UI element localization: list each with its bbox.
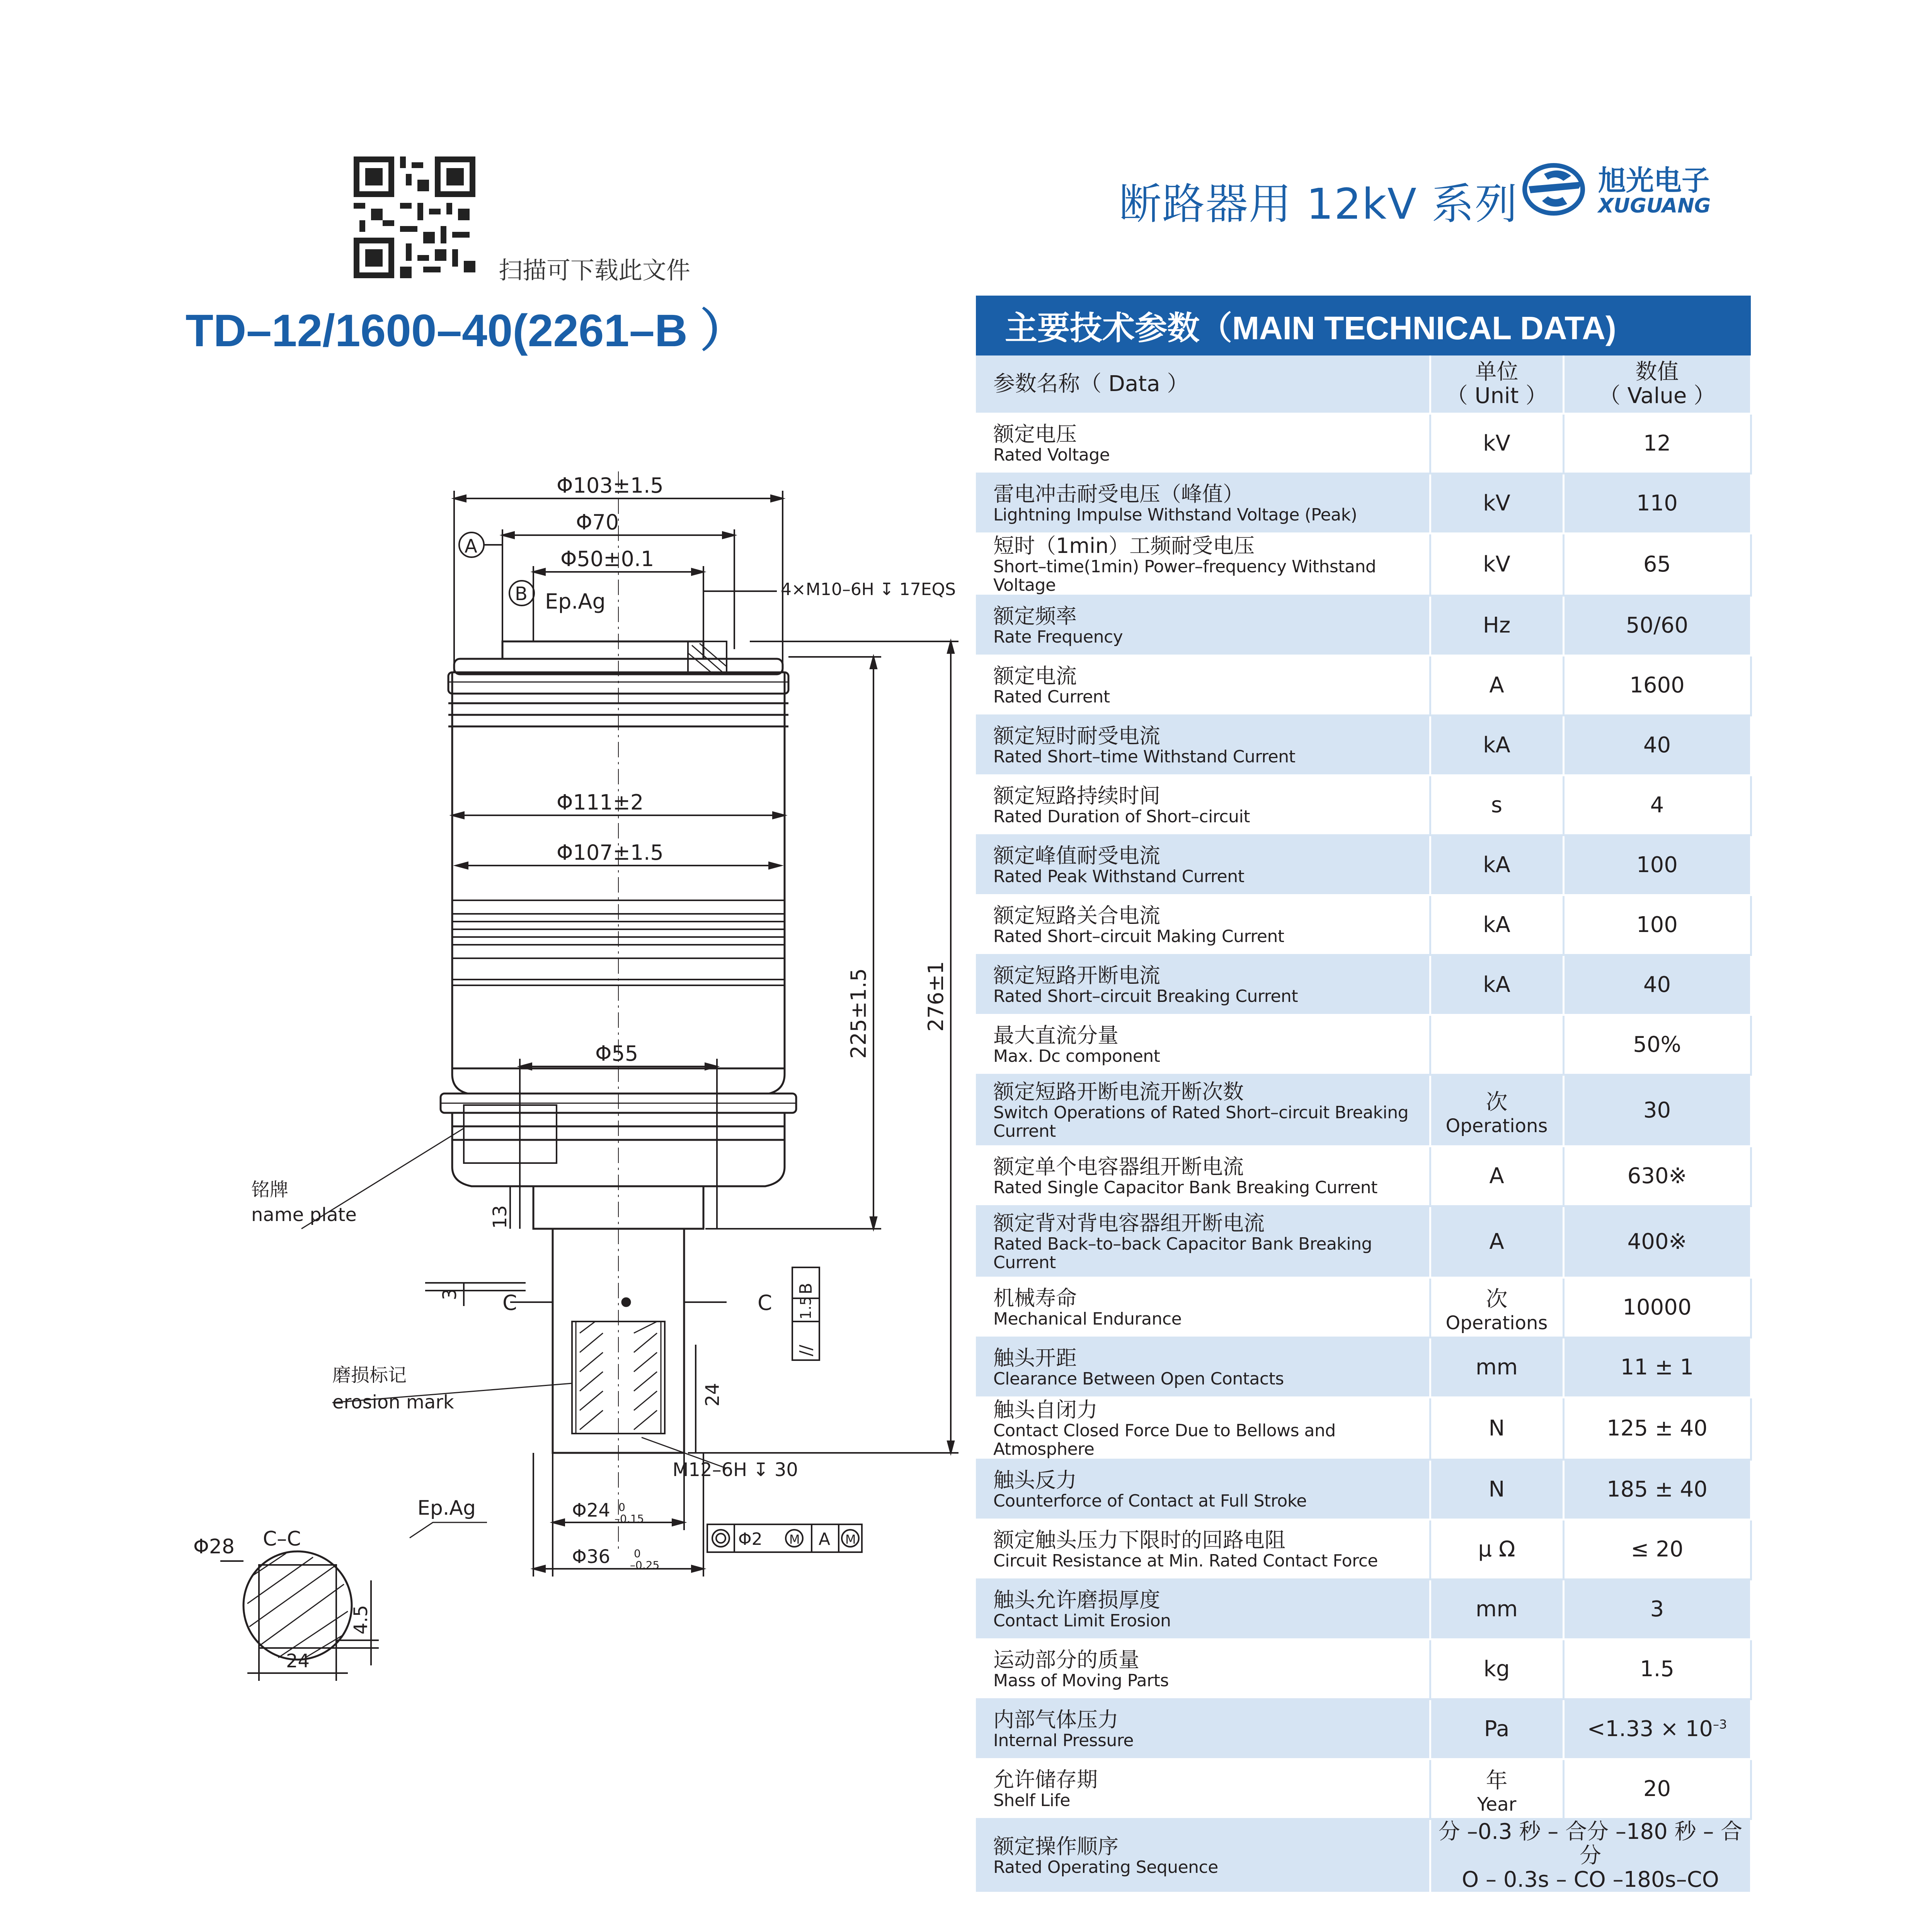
svg-text:225±1.5: 225±1.5	[846, 968, 871, 1059]
svg-text:磨损标记: 磨损标记	[332, 1364, 407, 1386]
svg-text:铭牌: 铭牌	[251, 1179, 289, 1201]
svg-text:Φ70: Φ70	[576, 510, 619, 534]
param-name-en: Lightning Impulse Withstand Voltage (Peak)	[993, 505, 1357, 525]
svg-text:Φ111±2: Φ111±2	[557, 790, 644, 815]
svg-text:24: 24	[286, 1650, 310, 1672]
table-row	[976, 1146, 1751, 1206]
param-name	[976, 715, 1430, 775]
param-name-zh: 额定短路关合电流	[993, 903, 1160, 928]
param-name	[976, 895, 1430, 955]
param-value: 4	[1563, 775, 1751, 835]
sequence-name: 额定操作顺序 Rated Operating Sequence	[976, 1819, 1430, 1893]
table-row	[976, 1699, 1751, 1759]
param-value: 40	[1563, 955, 1751, 1015]
svg-text:13: 13	[489, 1205, 511, 1229]
param-unit: A	[1430, 1146, 1563, 1206]
param-name	[976, 413, 1430, 473]
table-row	[976, 533, 1751, 595]
table-row	[976, 1337, 1751, 1397]
param-unit: kA	[1430, 835, 1563, 895]
param-unit: 年 Year	[1430, 1759, 1563, 1819]
company-logo	[1521, 158, 1760, 220]
param-name-zh: 机械寿命	[993, 1286, 1077, 1310]
param-name	[976, 1206, 1430, 1277]
param-name	[976, 1337, 1430, 1397]
svg-text:Φ24: Φ24	[572, 1500, 610, 1521]
param-unit: Pa	[1430, 1699, 1563, 1759]
table-row	[976, 1759, 1751, 1819]
svg-text:24: 24	[702, 1383, 724, 1406]
param-value: 1.5	[1563, 1639, 1751, 1699]
param-name-zh: 额定短路开断电流开断次数	[993, 1079, 1244, 1104]
table-row	[976, 1519, 1751, 1579]
param-name	[976, 955, 1430, 1015]
svg-text:276±1: 276±1	[924, 961, 948, 1032]
param-unit: mm	[1430, 1579, 1563, 1639]
svg-text:旭光电子: 旭光电子	[1598, 164, 1710, 197]
param-name-en: Clearance Between Open Contacts	[993, 1369, 1284, 1389]
param-value: 100	[1563, 895, 1751, 955]
param-name-zh: 额定频率	[993, 604, 1077, 628]
param-name-en: Max. Dc component	[993, 1046, 1160, 1066]
param-name-en: Rated Short–circuit Making Current	[993, 926, 1284, 946]
param-name	[976, 1075, 1430, 1146]
table-row	[976, 955, 1751, 1015]
param-name	[976, 655, 1430, 715]
interrupter-drawing	[186, 471, 962, 1770]
table-row	[976, 473, 1751, 533]
param-unit: Hz	[1430, 595, 1563, 655]
svg-text:B: B	[796, 1282, 816, 1294]
svg-text:0: 0	[618, 1501, 625, 1514]
table-row	[976, 1397, 1751, 1459]
param-value: 100	[1563, 835, 1751, 895]
param-value: 125 ± 40	[1563, 1397, 1751, 1459]
param-name-en: Contact Limit Erosion	[993, 1611, 1171, 1631]
param-unit: s	[1430, 775, 1563, 835]
svg-text:–0.15: –0.15	[615, 1512, 644, 1525]
param-name-zh: 触头自闭力	[993, 1397, 1098, 1422]
svg-text:A: A	[819, 1529, 831, 1549]
table-row	[976, 1015, 1751, 1075]
param-unit: 次 Operations	[1430, 1075, 1563, 1146]
table-row	[976, 1206, 1751, 1277]
table-row	[976, 895, 1751, 955]
param-unit: N	[1430, 1459, 1563, 1519]
param-name-en: Shelf Life	[993, 1790, 1070, 1810]
param-name	[976, 595, 1430, 655]
param-value: 1600	[1563, 655, 1751, 715]
param-unit: mm	[1430, 1337, 1563, 1397]
param-name	[976, 533, 1430, 595]
table-row	[976, 595, 1751, 655]
param-name	[976, 1277, 1430, 1337]
svg-text:C: C	[502, 1291, 517, 1315]
param-name-zh: 触头开距	[993, 1345, 1077, 1370]
svg-text:C: C	[758, 1291, 772, 1315]
svg-text:M12–6H ↧ 30: M12–6H ↧ 30	[672, 1459, 798, 1481]
table-row	[976, 1639, 1751, 1699]
model-title: TD–12/1600–40(2261–B ）	[186, 305, 746, 356]
param-value: 400※	[1563, 1206, 1751, 1277]
param-name-zh: 运动部分的质量	[993, 1647, 1139, 1672]
svg-text:Φ50±0.1: Φ50±0.1	[560, 547, 654, 571]
param-value: 50%	[1563, 1015, 1751, 1075]
param-value: 40	[1563, 715, 1751, 775]
param-value: 11 ± 1	[1563, 1337, 1751, 1397]
svg-text:Φ103±1.5: Φ103±1.5	[557, 473, 664, 498]
svg-text:Φ2: Φ2	[738, 1529, 763, 1549]
param-name	[976, 835, 1430, 895]
param-name-zh: 允许储存期	[993, 1767, 1098, 1792]
svg-text:4×M10–6H ↧ 17EQS: 4×M10–6H ↧ 17EQS	[781, 580, 956, 599]
param-name-zh: 雷电冲击耐受电压（峰值）	[993, 481, 1244, 506]
param-name-en: Rated Short–time Withstand Current	[993, 747, 1296, 767]
param-value: $<1.33 \times 10^{-3}$	[1563, 1699, 1751, 1759]
param-unit: kA	[1430, 715, 1563, 775]
main-technical-data-table	[976, 296, 1751, 1894]
param-name	[976, 1579, 1430, 1639]
param-name	[976, 473, 1430, 533]
param-name	[976, 1146, 1430, 1206]
param-name-zh: 额定峰值耐受电流	[993, 843, 1160, 868]
param-name	[976, 1699, 1430, 1759]
param-value: ≤ 20	[1563, 1519, 1751, 1579]
param-name-en: Mechanical Endurance	[993, 1309, 1182, 1329]
svg-text://: //	[796, 1345, 816, 1356]
param-name-en: Circuit Resistance at Min. Rated Contact Force	[993, 1551, 1378, 1571]
svg-text:M: M	[845, 1532, 856, 1547]
svg-text:XUGUANG: XUGUANG	[1598, 194, 1711, 218]
param-value: 630※	[1563, 1146, 1751, 1206]
param-name-zh: 额定短路持续时间	[993, 783, 1160, 808]
param-value: 185 ± 40	[1563, 1459, 1751, 1519]
svg-text:A: A	[465, 536, 477, 557]
param-name-zh: 最大直流分量	[993, 1023, 1119, 1048]
table-row	[976, 1277, 1751, 1337]
table-row	[976, 655, 1751, 715]
table-header-row	[976, 355, 1751, 413]
svg-text:name plate: name plate	[251, 1204, 357, 1226]
table-row-sequence	[976, 1819, 1751, 1893]
param-name-en: Rated Back–to–back Capacitor Bank Breaking Current	[993, 1234, 1372, 1272]
param-unit: kA	[1430, 895, 1563, 955]
param-name-en: Internal Pressure	[993, 1730, 1134, 1750]
param-name-en: Counterforce of Contact at Full Stroke	[993, 1491, 1307, 1511]
table-title: 主要技术参数（MAIN TECHNICAL DATA)	[976, 296, 1751, 355]
param-value: 110	[1563, 473, 1751, 533]
table-row	[976, 775, 1751, 835]
svg-text:C–C: C–C	[263, 1527, 301, 1551]
svg-text:0: 0	[634, 1547, 641, 1560]
svg-text:3: 3	[439, 1288, 461, 1300]
svg-text:Φ36: Φ36	[572, 1546, 610, 1568]
param-name-en: Rate Frequency	[993, 627, 1123, 647]
qr-caption: 扫描可下载此文件	[499, 256, 691, 284]
header-unit: 单位 （ Unit ）	[1430, 355, 1563, 413]
param-name-zh: 触头反力	[993, 1468, 1077, 1492]
param-value: 30	[1563, 1075, 1751, 1146]
table-row	[976, 1459, 1751, 1519]
param-value: 50/60	[1563, 595, 1751, 655]
header-param: 参数名称（ Data ）	[976, 355, 1430, 413]
series-title: 断路器用 12kV 系列	[1119, 179, 1518, 229]
param-name-zh: 触头允许磨损厚度	[993, 1587, 1160, 1612]
param-unit: N	[1430, 1397, 1563, 1459]
table-row	[976, 835, 1751, 895]
param-name-en: Rated Current	[993, 687, 1110, 707]
param-name-zh: 额定单个电容器组开断电流	[993, 1154, 1244, 1179]
table-row	[976, 1075, 1751, 1146]
svg-text:Φ28: Φ28	[193, 1535, 235, 1558]
param-name-zh: 额定短路开断电流	[993, 963, 1160, 988]
param-value: 65	[1563, 533, 1751, 595]
svg-text:erosion mark: erosion mark	[332, 1391, 454, 1413]
param-name	[976, 1519, 1430, 1579]
qr-code	[354, 156, 475, 278]
param-value: 12	[1563, 413, 1751, 473]
param-name-zh: 额定触头压力下限时的回路电阻	[993, 1527, 1285, 1552]
param-name-zh: 内部气体压力	[993, 1707, 1119, 1732]
param-unit: 次 Operations	[1430, 1277, 1563, 1337]
svg-text:B: B	[515, 583, 528, 605]
param-name	[976, 1015, 1430, 1075]
param-name-zh: 短时（1min）工频耐受电压	[993, 533, 1255, 558]
param-value: 10000	[1563, 1277, 1751, 1337]
param-unit: A	[1430, 655, 1563, 715]
param-name	[976, 1639, 1430, 1699]
param-name-zh: 额定短时耐受电流	[993, 723, 1160, 748]
param-name	[976, 1759, 1430, 1819]
svg-text:Ep.Ag: Ep.Ag	[417, 1497, 476, 1520]
param-name-en: Contact Closed Force Due to Bellows and Atmosphere	[993, 1420, 1336, 1459]
param-name	[976, 775, 1430, 835]
header-value: 数值 （ Value ）	[1563, 355, 1751, 413]
table-row	[976, 1579, 1751, 1639]
param-value: 3	[1563, 1579, 1751, 1639]
param-name	[976, 1459, 1430, 1519]
param-unit	[1430, 1015, 1563, 1075]
param-unit: kA	[1430, 955, 1563, 1015]
table-row	[976, 715, 1751, 775]
param-name-en: Mass of Moving Parts	[993, 1670, 1169, 1690]
param-unit: kV	[1430, 413, 1563, 473]
param-name-zh: 额定电压	[993, 422, 1077, 446]
svg-text:1.5: 1.5	[797, 1296, 814, 1320]
param-name	[976, 1397, 1430, 1459]
svg-text:4.5: 4.5	[350, 1605, 372, 1634]
svg-text:Ep.Ag: Ep.Ag	[545, 589, 606, 614]
param-name-en: Rated Voltage	[993, 445, 1110, 465]
svg-text:–0.25: –0.25	[630, 1559, 660, 1571]
param-unit: kV	[1430, 473, 1563, 533]
param-name-en: Short–time(1min) Power–frequency Withstand Voltage	[993, 556, 1376, 595]
table-row	[976, 413, 1751, 473]
svg-text:Φ107±1.5: Φ107±1.5	[557, 840, 664, 865]
param-name-en: Rated Peak Withstand Current	[993, 866, 1245, 886]
sequence-value: 分 –0.3 秒 – 合分 –180 秒 – 合分 O – 0.3s – CO –180s–CO	[1430, 1819, 1751, 1893]
param-name-en: Rated Duration of Short–circuit	[993, 806, 1250, 827]
param-unit: A	[1430, 1206, 1563, 1277]
svg-text:M: M	[789, 1532, 800, 1547]
param-name-en: Switch Operations of Rated Short–circuit Breaking Current	[993, 1102, 1409, 1141]
param-name-en: Rated Short–circuit Breaking Current	[993, 986, 1298, 1006]
param-value: 20	[1563, 1759, 1751, 1819]
svg-text:Φ55: Φ55	[595, 1041, 638, 1066]
param-unit: kV	[1430, 533, 1563, 595]
param-name-en: Rated Single Capacitor Bank Breaking Current	[993, 1177, 1377, 1197]
param-unit: μ Ω	[1430, 1519, 1563, 1579]
param-name-zh: 额定背对背电容器组开断电流	[993, 1211, 1265, 1235]
param-unit: kg	[1430, 1639, 1563, 1699]
param-name-zh: 额定电流	[993, 663, 1077, 688]
